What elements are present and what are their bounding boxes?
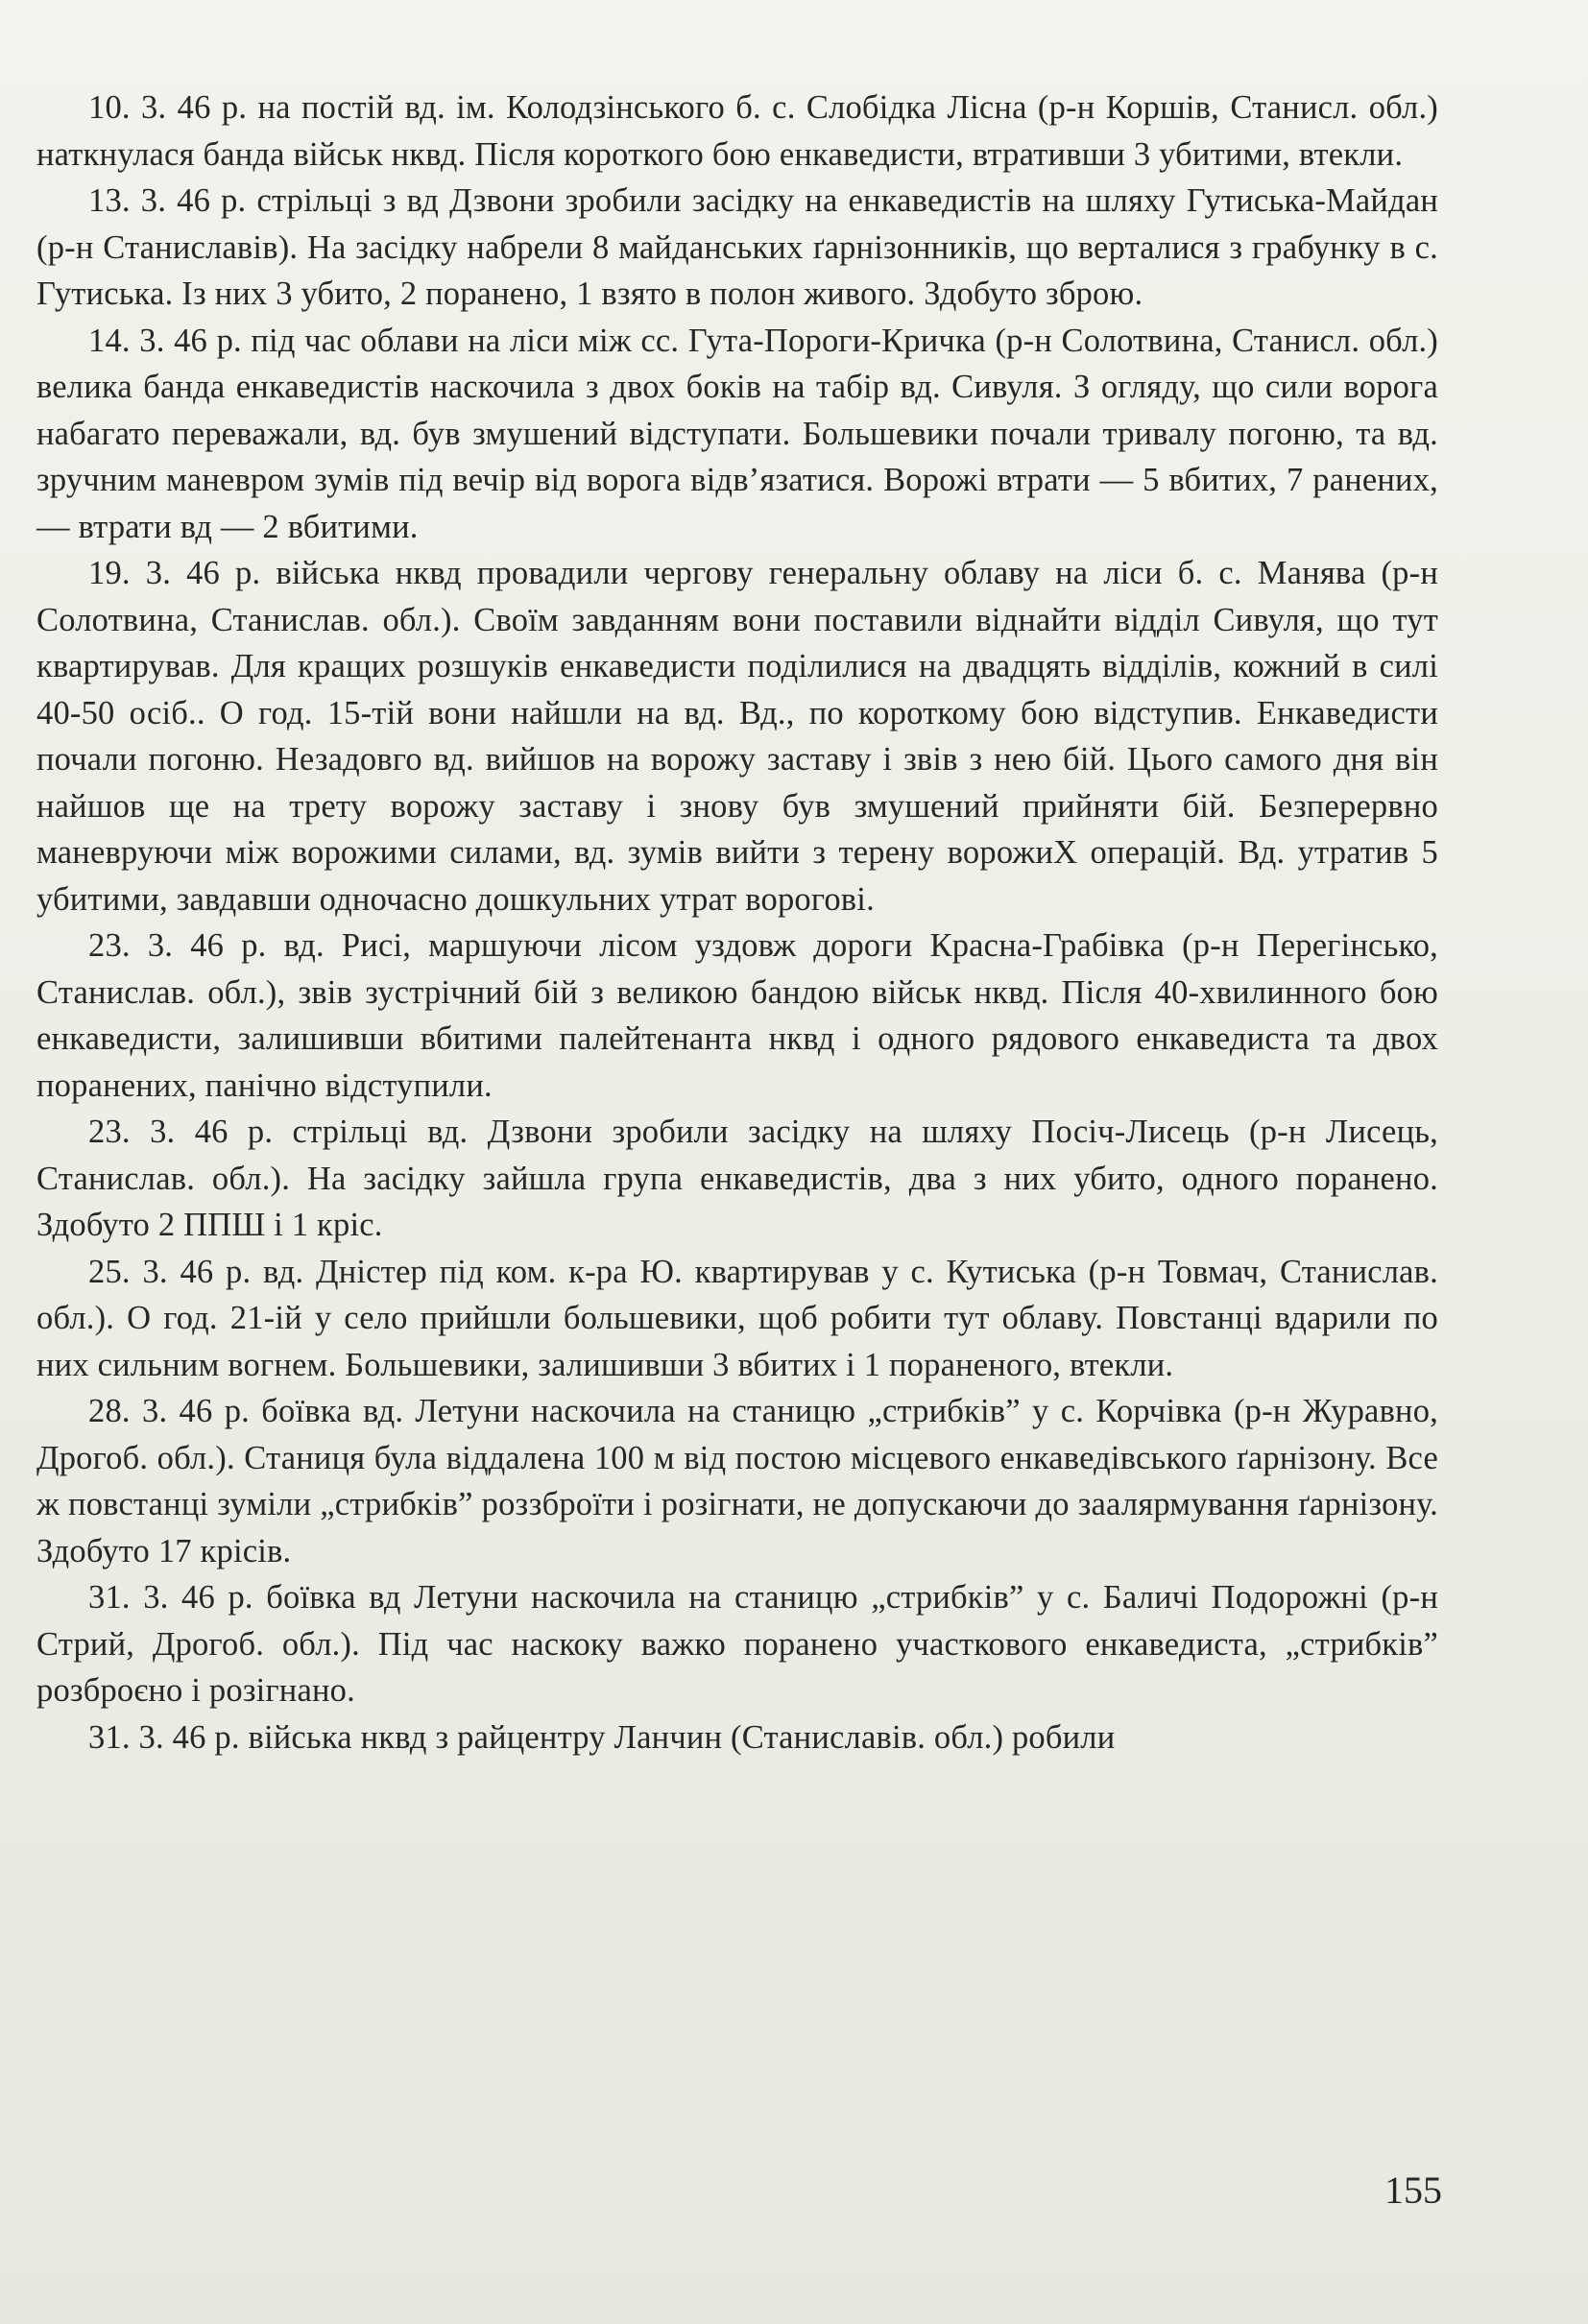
chronicle-entry: 23. 3. 46 р. стрільці вд. Дзвони зробили засідку на шляху Посіч-Лисець (р-н Лисець, Станислав. обл.). На засідку зайшла група енкаведистів, два з них убито, одного поранено. Здобуто 2 ППШ і 1 кріс. [36,1114,1438,1243]
chronicle-entry: 31. 3. 46 р. боївка вд Летуни наскочила на станицю „стрибків” у с. Баличі Подорожні (р-н Стрий, Дрогоб. обл.). Під час наскоку важко поранено участкового енкаведиста, „стрибків” розброєно і розігнано. [36,1579,1438,1709]
chronicle-entry: 23. 3. 46 р. вд. Рисі, маршуючи лісом уздовж дороги Красна-Грабівка (р-н Перегінсько, Станислав. обл.), звів зустрічний бій з великою бандою військ нквд. Після 40-хвилинного бою енкаведисти, залишивши вбитими палейтенанта нквд і одного рядового енкаведиста та двох поранених, панічно відступили. [36,927,1438,1104]
chronicle-entry: 10. 3. 46 р. на постій вд. ім. Колодзінського б. с. Слобідка Лісна (р-н Коршів, Станисл. обл.) наткнулася банда військ нквд. Після короткого бою енкаведисти, втративши 3 убитими, втекли. [36,89,1438,173]
chronicle-entry: 13. 3. 46 р. стрільці з вд Дзвони зробили засідку на енкаведистів на шляху Гутиська-Майдан (р-н Станиславів). На засідку набрели 8 майданських ґарнізонників, що верталися з грабунку в с. Гутиська. Із них 3 убито, 2 поранено, 1 взято в полон живого. Здобуто зброю. [36,182,1438,312]
chronicle-entry: 28. 3. 46 р. боївка вд. Летуни наскочила на станицю „стрибків” у с. Корчівка (р-н Журавно, Дрогоб. обл.). Станиця була віддалена 100 м від постою місцевого енкаведівського ґарнізону. Все ж повстанці зуміли „стрибків” роззброїти і розігнати, не допускаючи до заалярмування ґарнізону. Здобуто 17 крісів. [36,1393,1438,1569]
chronicle-entry: 31. 3. 46 р. війська нквд з райцентру Ланчин (Станиславів. обл.) робили [88,1718,1116,1756]
page-body [36,84,1438,1761]
chronicle-entry: 19. 3. 46 р. війська нквд провадили чергову генеральну облаву на ліси б. с. Манява (р-н Солотвина, Станислав. обл.). Своїм завданням вони поставили віднайти відділ Сивуля, що тут квартирував. Для кращих розшуків енкаведисти поділилися на двадцять відділів, кожний в силі 40-50 осіб.. О год. 15-тій вони найшли на вд. Вд., по короткому бою відступив. Енкаведисти почали погоню. Незадовго вд. вийшов на ворожу заставу і звів з нею бій. Цього самого дня він найшов ще на трету ворожу заставу і знову був змушений прийняти бій. Безперервно маневруючи між ворожими силами, вд. зумів вийти з терену ворожиХ операцій. Вд. утратив 5 убитими, завдавши одночасно дошкульних утрат ворогові. [36,555,1438,918]
page-number: 155 [1384,2168,1442,2212]
chronicle-entry: 25. 3. 46 р. вд. Дністер під ком. к-ра Ю. квартирував у с. Кутиська (р-н Товмач, Станислав. обл.). О год. 21-ій у село прийшли большевики, щоб робити тут облаву. Повстанці вдарили по них сильним вогнем. Большевики, залишивши 3 вбитих і 1 пораненого, втекли. [36,1253,1438,1383]
chronicle-entry: 14. 3. 46 р. під час облави на ліси між сс. Гута-Пороги-Кричка (р-н Солотвина, Станисл. обл.) велика банда енкаведистів наскочила з двох боків на табір вд. Сивуля. З огляду, що сили ворога набагато переважали, вд. був змушений відступати. Большевики почали тривалу погоню, та вд. зручним маневром зумів під вечір від ворога відв’язатися. Ворожі втрати — 5 вбитих, 7 ранених, — втрати вд — 2 вбитими. [36,322,1438,545]
